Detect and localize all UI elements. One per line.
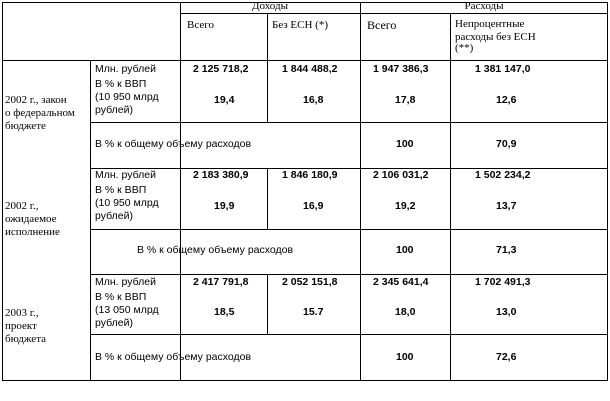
value-cell: 70,9 bbox=[496, 138, 517, 150]
row-label: 2003 г., проект бюджета bbox=[5, 307, 47, 345]
row-label: 2002 г., ожидаемое исполнение bbox=[5, 200, 60, 238]
row-divider bbox=[90, 274, 608, 275]
value-cell: 12,6 bbox=[496, 94, 517, 106]
row-divider bbox=[450, 168, 451, 229]
value-cell: 100 bbox=[396, 351, 414, 363]
share-label: В % к общему объему расходов bbox=[95, 351, 252, 363]
income-no-esn-header: Без ЕСН (*) bbox=[272, 19, 329, 31]
row-divider bbox=[450, 334, 451, 381]
share-label: В % к общему объему расходов bbox=[95, 138, 252, 150]
value-cell: 1 702 491,3 bbox=[475, 276, 531, 288]
unit-mln: Млн. рублей bbox=[95, 276, 156, 288]
share-label: В % к общему объему расходов bbox=[137, 244, 294, 256]
value-cell: 1 844 488,2 bbox=[282, 63, 338, 75]
value-cell: 2 183 380,9 bbox=[193, 169, 249, 181]
unit-gdp: В % к ВВП (13 050 млрд рублей) bbox=[95, 291, 159, 329]
value-cell: 1 947 386,3 bbox=[373, 63, 429, 75]
header-bottom-line bbox=[2, 60, 608, 61]
table-border-left bbox=[2, 2, 3, 381]
value-cell: 13,0 bbox=[496, 306, 517, 318]
expenses-header: Расходы bbox=[464, 0, 504, 12]
row-divider bbox=[90, 229, 608, 230]
row-divider bbox=[450, 60, 451, 122]
income-total-header: Всего bbox=[187, 19, 214, 31]
value-cell: 71,3 bbox=[496, 244, 517, 256]
value-cell: 100 bbox=[396, 244, 414, 256]
value-cell: 2 125 718,2 bbox=[193, 63, 249, 75]
unit-gdp: В % к ВВП (10 950 млрд рублей) bbox=[95, 184, 159, 222]
value-cell: 1 502 234,2 bbox=[475, 169, 531, 181]
value-cell: 18,0 bbox=[395, 306, 416, 318]
col-divider-income-exp bbox=[360, 2, 361, 381]
unit-gdp: В % к ВВП (10 950 млрд рублей) bbox=[95, 78, 159, 116]
value-cell: 2 345 641,4 bbox=[373, 276, 429, 288]
value-cell: 16,8 bbox=[303, 94, 324, 106]
row-divider bbox=[267, 60, 268, 122]
row-divider bbox=[450, 274, 451, 334]
unit-mln: Млн. рублей bbox=[95, 63, 156, 75]
header-divider bbox=[180, 13, 608, 14]
row-divider bbox=[90, 334, 608, 335]
expenses-nonint-header: Непроцентные расходы без ЕСН (**) bbox=[455, 18, 536, 54]
income-header: Доходы bbox=[252, 0, 288, 12]
row-label: 2002 г., закон о федеральном бюджете bbox=[5, 94, 75, 132]
row-divider bbox=[450, 229, 451, 275]
row-divider bbox=[90, 122, 608, 123]
value-cell: 17,8 bbox=[395, 94, 416, 106]
value-cell: 2 052 151,8 bbox=[282, 276, 338, 288]
value-cell: 19,4 bbox=[214, 94, 235, 106]
value-cell: 1 846 180,9 bbox=[282, 169, 338, 181]
value-cell: 16,9 bbox=[303, 200, 324, 212]
row-divider bbox=[267, 274, 268, 334]
col-divider-units bbox=[180, 2, 181, 381]
value-cell: 72,6 bbox=[496, 351, 517, 363]
row-divider bbox=[450, 122, 451, 169]
col-divider-label bbox=[90, 60, 91, 381]
value-cell: 1 381 147,0 bbox=[475, 63, 531, 75]
col-divider-income bbox=[267, 13, 268, 61]
table-border-right bbox=[607, 2, 608, 381]
value-cell: 13,7 bbox=[496, 200, 517, 212]
value-cell: 18,5 bbox=[214, 306, 235, 318]
table-border-bottom bbox=[2, 380, 608, 381]
unit-mln: Млн. рублей bbox=[95, 169, 156, 181]
value-cell: 19,9 bbox=[214, 200, 235, 212]
row-divider bbox=[267, 168, 268, 229]
value-cell: 15.7 bbox=[303, 306, 324, 318]
value-cell: 2 106 031,2 bbox=[373, 169, 429, 181]
col-divider-expenses bbox=[450, 13, 451, 61]
value-cell: 100 bbox=[396, 138, 414, 150]
value-cell: 2 417 791,8 bbox=[193, 276, 249, 288]
expenses-total-header: Всего bbox=[367, 18, 397, 32]
value-cell: 19,2 bbox=[395, 200, 416, 212]
